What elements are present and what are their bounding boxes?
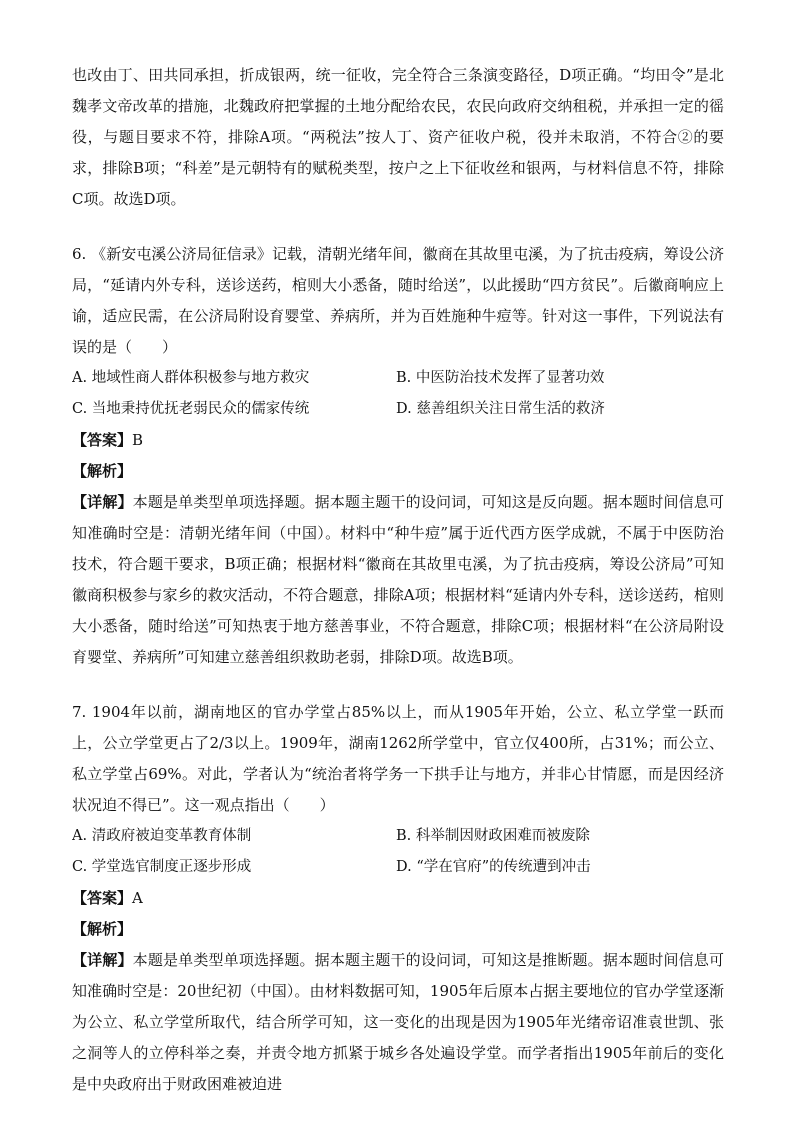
q6-option-a: A. 地域性商人群体积极参与地方救灾 — [72, 370, 310, 386]
q6-answer-label: 【答案】 — [72, 431, 133, 449]
q6-answer — [72, 425, 724, 456]
q6-option-c: C. 当地秉持优抚老弱民众的儒家传统 — [72, 401, 310, 417]
q5-continuation: 也改由丁、田共同承担，折成银两，统一征收，完全符合三条演变路径，D项正确。“均田令”是北魏孝文帝改革的措施，北魏政府把掌握的土地分配给农民，农民向政府交纳租税，并承担一定的徭役，与题目要求不符，排除A项。“两税法”按人丁、资产征收户税，役并未取消，不符合②的要求，排除B项；“科差”是元朝特有的赋税类型，按户之上下征收丝和银两，与材料信息不符，排除C项。故选D项。 — [72, 66, 724, 208]
q6-answer-value: B — [132, 431, 144, 449]
q7-options — [72, 821, 724, 883]
q6-detail-text: 本题是单类型单项选择题。据本题主题干的设问词，可知这是反向题。据本题时间信息可知准确时空是：清朝光绪年间（中国）。材料中“种牛痘”属于近代西方医学成就，不属于中医防治技术，符合题干要求，B项正确；根据材料“徽商在其故里屯溪，为了抗击疫病，筹设公济局”可知徽商积极参与家乡的救灾活动，不符合题意，排除A项；根据材料“延请内外专科，送诊送药，棺则大小悉备，随时给送”可知热衷于地方慈善事业，不符合题意，排除C项；根据材料“在公济局附设育婴堂、养病所”可知建立慈善组织救助老弱，排除D项。故选B项。 — [72, 493, 724, 666]
q6-detail — [72, 487, 724, 673]
q7-detail-label: 【详解】 — [72, 951, 133, 969]
q7-option-d: D. “学在官府”的传统遭到冲击 — [396, 859, 591, 875]
q6-stem: 6. 《新安屯溪公济局征信录》记载，清朝光绪年间，徽商在其故里屯溪，为了抗击疫病，筹设公济局，“延请内外专科，送诊送药，棺则大小悉备，随时给送”，以此援助“四方贫民”。后徽商响应上谕，适应民需，在公济局附设育婴堂、养病所，并为百姓施种牛痘等。针对这一事件，下列说法有误的是（ ） — [72, 245, 724, 356]
q7-detail-text: 本题是单类型单项选择题。据本题主题干的设问词，可知这是推断题。据本题时间信息可知准确时空是：20世纪初（中国）。由材料数据可知，1905年后原本占据主要地位的官办学堂逐渐为公立、私立学堂所取代，结合所学可知，这一变化的出现是因为1905年光绪帝诏准袁世凯、张之洞等人的立停科举之奏，并责令地方抓紧于城乡各处遍设学堂。而学者指出1905年前后的变化是中央政府出于财政困难被迫进 — [72, 951, 724, 1093]
q7-detail — [72, 945, 724, 1100]
q7-analysis-label: 【解析】 — [72, 920, 133, 938]
q7-option-c: C. 学堂选官制度正逐步形成 — [72, 859, 252, 875]
q7-option-b: B. 科举制因财政困难而被废除 — [396, 828, 590, 844]
q7-answer — [72, 883, 724, 914]
q7-answer-value: A — [132, 889, 143, 907]
q6-analysis-label: 【解析】 — [72, 462, 133, 480]
q6-option-d: D. 慈善组织关注日常生活的救济 — [396, 401, 605, 417]
q6-detail-label: 【详解】 — [72, 493, 133, 511]
q7-option-a: A. 清政府被迫变革教育体制 — [72, 828, 252, 844]
q6-analysis — [72, 456, 724, 487]
q7-stem: 7. 1904年以前，湖南地区的官办学堂占85%以上，而从1905年开始，公立、私立学堂一跃而上，公立学堂更占了2/3以上。1909年，湖南1262所学堂中，官立仅400所，占31%；而公立、私立学堂占69%。对此，学者认为“统治者将学务一下拱手让与地方，并非心甘情愿，而是因经济状况迫不得已”。这一观点指出（ ） — [72, 703, 724, 814]
q7-analysis — [72, 914, 724, 945]
q6-options — [72, 363, 724, 425]
q7-answer-label: 【答案】 — [72, 889, 133, 907]
document-page — [72, 60, 724, 1100]
q6-option-b: B. 中医防治技术发挥了显著功效 — [396, 370, 605, 386]
